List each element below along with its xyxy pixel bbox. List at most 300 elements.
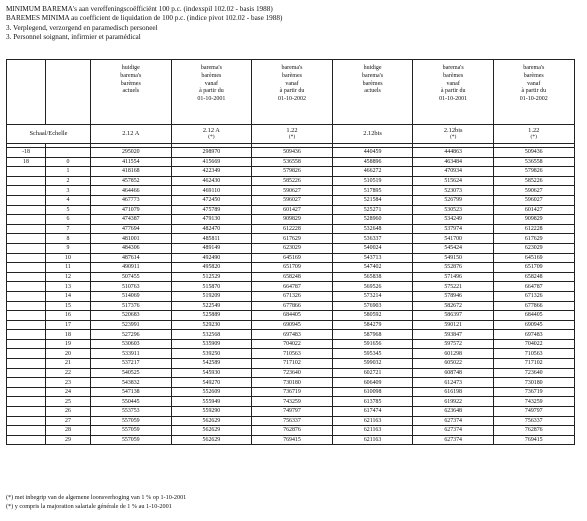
table-row <box>7 301 575 311</box>
column-header-line: barema's <box>523 65 545 71</box>
age-cell <box>7 426 46 436</box>
table-row <box>7 148 575 158</box>
salary-cell: 613785 <box>332 397 413 407</box>
salary-cell: 612228 <box>252 224 333 234</box>
salary-cell: 612228 <box>493 224 574 234</box>
salary-cell: 585226 <box>493 176 574 186</box>
age-cell <box>7 368 46 378</box>
salary-cell: 541700 <box>413 234 494 244</box>
salary-cell: 487614 <box>91 253 172 263</box>
salary-cell: 458896 <box>332 157 413 167</box>
salary-cell: 559290 <box>171 407 252 417</box>
seniority-cell: 24 <box>46 387 91 397</box>
age-cell <box>7 387 46 397</box>
salary-cell: 651709 <box>252 263 333 273</box>
salary-cell: 545424 <box>413 243 494 253</box>
table-row <box>7 195 575 205</box>
salary-cell: 492490 <box>171 253 252 263</box>
salary-cell: 555949 <box>171 397 252 407</box>
column-header <box>493 60 574 125</box>
column-header <box>171 60 252 125</box>
salary-cell: 623029 <box>493 243 574 253</box>
salary-cell: 543713 <box>332 253 413 263</box>
table-row <box>7 205 575 215</box>
column-header-line: actuels <box>122 88 140 95</box>
salary-cell: 507455 <box>91 272 172 282</box>
salary-cell: 617629 <box>493 234 574 244</box>
salary-cell: 608748 <box>413 368 494 378</box>
salary-cell: 457852 <box>91 176 172 186</box>
salary-cell: 523991 <box>91 320 172 330</box>
salary-cell: 590627 <box>252 186 333 196</box>
salary-cell: 547402 <box>332 263 413 273</box>
seniority-cell: 21 <box>46 359 91 369</box>
scale-row <box>7 125 575 144</box>
column-header <box>91 60 172 125</box>
salary-cell: 677866 <box>252 301 333 311</box>
salary-cell: 490911 <box>91 263 172 273</box>
table-row <box>7 320 575 330</box>
salary-cell: 519209 <box>171 291 252 301</box>
salary-cell: 590121 <box>413 320 494 330</box>
column-header-line: 01-10-2001 <box>197 96 226 103</box>
column-header-line: huidige <box>121 65 140 71</box>
title-french: BAREMES MINIMA au coefficient de liquidation de 100 p.c. (indice pivot 102.02 - base 1988) <box>6 14 283 23</box>
table-row <box>7 368 575 378</box>
table-row <box>7 397 575 407</box>
salary-cell: 596027 <box>493 195 574 205</box>
column-header-line: barema's <box>281 65 303 71</box>
salary-cell: 469110 <box>171 186 252 196</box>
table-row <box>7 215 575 225</box>
seniority-cell: 7 <box>46 224 91 234</box>
seniority-cell: 23 <box>46 378 91 388</box>
scale-cell: 2.12 A <box>91 125 172 144</box>
column-header-line: huidige <box>363 65 382 71</box>
seniority-cell: 28 <box>46 426 91 436</box>
salary-cell: 557059 <box>91 426 172 436</box>
age-cell <box>7 263 46 273</box>
salary-cell: 909829 <box>493 215 574 225</box>
salary-cell: 495820 <box>171 263 252 273</box>
salary-cell: 517376 <box>91 301 172 311</box>
salary-cell: 684405 <box>252 311 333 321</box>
salary-cell: 549150 <box>413 253 494 263</box>
age-cell <box>7 349 46 359</box>
salary-cell: 526799 <box>413 195 494 205</box>
seniority-cell: 2 <box>46 176 91 186</box>
age-cell <box>7 407 46 417</box>
table-row <box>7 426 575 436</box>
seniority-cell: 0 <box>46 157 91 167</box>
salary-cell: 477694 <box>91 224 172 234</box>
table-row <box>7 167 575 177</box>
salary-cell: 467773 <box>91 195 172 205</box>
salary-cell: 621163 <box>332 426 413 436</box>
salary-cell: 579826 <box>493 167 574 177</box>
table-row <box>7 349 575 359</box>
salary-cell: 658248 <box>493 272 574 282</box>
subtitle-french: 3. Personnel soignant, infirmier et paramédical <box>6 32 141 41</box>
salary-cell: 520683 <box>91 311 172 321</box>
subtitle-dutch: 3. Verplegend, verzorgend en paramedisch personeel <box>6 23 158 32</box>
salary-cell: 601298 <box>413 349 494 359</box>
salary-cell: 697483 <box>493 330 574 340</box>
column-header-line: 01-10-2002 <box>277 96 306 103</box>
salary-cell: 909829 <box>252 215 333 225</box>
footnote-french: (*) y compris la majoration salariale générale de 1 % au 1-10-2001 <box>6 503 172 511</box>
column-header <box>413 60 494 125</box>
scale-cell: 2.12 A (*) <box>171 125 252 144</box>
salary-cell: 627374 <box>413 426 494 436</box>
salary-cell: 525271 <box>332 205 413 215</box>
table-row <box>7 416 575 426</box>
column-header-line: actuels <box>364 88 381 95</box>
column-header-line: barema's <box>120 72 142 79</box>
salary-cell: 462430 <box>171 176 252 186</box>
salary-cell: 575221 <box>413 282 494 292</box>
seniority-cell: 19 <box>46 339 91 349</box>
table-row <box>7 243 575 253</box>
salary-cell: 697483 <box>252 330 333 340</box>
salary-cell: 552609 <box>171 387 252 397</box>
salary-cell: 550445 <box>91 397 172 407</box>
salary-cell: 710563 <box>493 349 574 359</box>
salary-cell: 463484 <box>413 157 494 167</box>
salary-cell: 621163 <box>332 416 413 426</box>
age-cell <box>7 205 46 215</box>
salary-cell: 627374 <box>413 416 494 426</box>
salary-cell: 749797 <box>493 407 574 417</box>
age-cell <box>7 253 46 263</box>
table-row <box>7 291 575 301</box>
salary-cell: 415669 <box>171 157 252 167</box>
seniority-cell <box>46 148 91 158</box>
salary-cell: 553753 <box>91 407 172 417</box>
salary-cell: 762876 <box>252 426 333 436</box>
salary-cell: 444863 <box>413 148 494 158</box>
salary-cell: 485811 <box>171 234 252 244</box>
scale-cell: 2.12bis <box>332 125 413 144</box>
salary-cell: 730180 <box>493 378 574 388</box>
age-cell <box>7 359 46 369</box>
salary-cell: 440459 <box>332 148 413 158</box>
scale-cell: 2.12bis (*) <box>413 125 494 144</box>
salary-cell: 542589 <box>171 359 252 369</box>
age-cell <box>7 378 46 388</box>
salary-cell: 580592 <box>332 311 413 321</box>
seniority-cell: 14 <box>46 291 91 301</box>
footnotes <box>6 493 186 512</box>
salary-cell: 730180 <box>252 378 333 388</box>
salary-cell: 530523 <box>413 205 494 215</box>
column-header <box>252 60 333 125</box>
column-header-line: barema's <box>362 72 384 79</box>
salary-cell: 623648 <box>413 407 494 417</box>
salary-cell: 557059 <box>91 416 172 426</box>
salary-cell: 595345 <box>332 349 413 359</box>
column-header-line: barèmes <box>120 80 141 87</box>
age-cell: -18 <box>7 148 46 158</box>
salary-cell: 537974 <box>413 224 494 234</box>
table-row <box>7 407 575 417</box>
salary-cell: 464466 <box>91 186 172 196</box>
salary-cell: 298970 <box>171 148 252 158</box>
salary-cell: 522549 <box>171 301 252 311</box>
column-header-line: à partir du <box>279 88 305 95</box>
age-cell <box>7 339 46 349</box>
age-cell <box>7 435 46 445</box>
salary-cell: 562629 <box>171 426 252 436</box>
salary-cell: 411554 <box>91 157 172 167</box>
column-header-line: barèmes <box>523 72 544 79</box>
age-cell <box>7 167 46 177</box>
salary-cell: 509436 <box>493 148 574 158</box>
salary-cell: 645169 <box>493 253 574 263</box>
seniority-cell: 17 <box>46 320 91 330</box>
table-row <box>7 330 575 340</box>
table-row <box>7 176 575 186</box>
table-row <box>7 387 575 397</box>
seniority-cell: 26 <box>46 407 91 417</box>
salary-cell: 756337 <box>252 416 333 426</box>
column-header-line: à partir du <box>521 88 547 95</box>
seniority-cell: 6 <box>46 215 91 225</box>
table-row <box>7 435 575 445</box>
salary-cell: 616198 <box>413 387 494 397</box>
seniority-cell: 13 <box>46 282 91 292</box>
salary-cell: 664787 <box>252 282 333 292</box>
salary-cell: 584279 <box>332 320 413 330</box>
column-header-line: vanaf <box>204 80 219 87</box>
column-header-line: vanaf <box>285 80 299 87</box>
footnote-dutch: (*) met inbegrip van de algemene loonsverhoging van 1 % op 1-10-2001 <box>6 494 187 501</box>
scale-label: Schaal/Echelle <box>7 125 91 144</box>
salary-cell: 514069 <box>91 291 172 301</box>
salary-cell: 587968 <box>332 330 413 340</box>
salary-cell: 704022 <box>252 339 333 349</box>
seniority-cell: 29 <box>46 435 91 445</box>
salary-cell: 651709 <box>493 263 574 273</box>
seniority-cell: 25 <box>46 397 91 407</box>
salary-cell: 690945 <box>493 320 574 330</box>
salary-cell: 515624 <box>413 176 494 186</box>
column-header-line: barèmes <box>201 72 222 79</box>
column-header-line: à partir du <box>440 88 466 95</box>
column-header-line: 01-10-2001 <box>439 96 468 103</box>
seniority-cell: 8 <box>46 234 91 244</box>
table-row <box>7 263 575 273</box>
salary-cell: 602721 <box>332 368 413 378</box>
salary-cell: 562629 <box>171 416 252 426</box>
seniority-cell: 9 <box>46 243 91 253</box>
seniority-cell: 5 <box>46 205 91 215</box>
salary-cell: 690945 <box>252 320 333 330</box>
column-header <box>332 60 413 125</box>
table-row <box>7 186 575 196</box>
salary-cell: 540525 <box>91 368 172 378</box>
salary-cell: 762876 <box>493 426 574 436</box>
age-cell <box>7 186 46 196</box>
salary-cell: 484306 <box>91 243 172 253</box>
salary-scale-table <box>6 59 575 445</box>
seniority-cell: 18 <box>46 330 91 340</box>
salary-cell: 617474 <box>332 407 413 417</box>
salary-cell: 736719 <box>493 387 574 397</box>
age-cell <box>7 234 46 244</box>
salary-cell: 617629 <box>252 234 333 244</box>
column-header-line: barema's <box>200 65 222 71</box>
salary-cell: 489149 <box>171 243 252 253</box>
salary-cell: 645169 <box>252 253 333 263</box>
table-row <box>7 224 575 234</box>
age-cell <box>7 320 46 330</box>
column-header-line: barèmes <box>281 72 302 79</box>
salary-cell: 569526 <box>332 282 413 292</box>
seniority-cell: 20 <box>46 349 91 359</box>
salary-cell: 530603 <box>91 339 172 349</box>
table-row <box>7 272 575 282</box>
salary-cell: 552876 <box>413 263 494 273</box>
table-row <box>7 339 575 349</box>
column-header-line: vanaf <box>446 80 460 87</box>
salary-cell: 472450 <box>171 195 252 205</box>
salary-cell: 509436 <box>252 148 333 158</box>
salary-cell: 743259 <box>493 397 574 407</box>
salary-cell: 623029 <box>252 243 333 253</box>
age-cell <box>7 311 46 321</box>
salary-cell: 576903 <box>332 301 413 311</box>
table-row <box>7 253 575 263</box>
salary-cell: 549270 <box>171 378 252 388</box>
salary-cell: 743259 <box>252 397 333 407</box>
salary-cell: 474387 <box>91 215 172 225</box>
salary-cell: 521584 <box>332 195 413 205</box>
salary-cell: 684405 <box>493 311 574 321</box>
column-header-line: barèmes <box>362 80 383 87</box>
salary-cell: 769415 <box>252 435 333 445</box>
age-cell <box>7 215 46 225</box>
salary-cell: 422349 <box>171 167 252 177</box>
salary-cell: 536558 <box>493 157 574 167</box>
salary-cell: 536558 <box>252 157 333 167</box>
seniority-cell: 12 <box>46 272 91 282</box>
salary-cell: 571496 <box>413 272 494 282</box>
salary-cell: 658248 <box>252 272 333 282</box>
salary-cell: 717102 <box>493 359 574 369</box>
salary-cell: 562629 <box>171 435 252 445</box>
salary-cell: 749797 <box>252 407 333 417</box>
salary-cell: 723640 <box>252 368 333 378</box>
salary-cell: 540024 <box>332 243 413 253</box>
seniority-cell: 11 <box>46 263 91 273</box>
age-cell <box>7 243 46 253</box>
seniority-cell: 15 <box>46 301 91 311</box>
salary-cell: 466272 <box>332 167 413 177</box>
age-cell <box>7 291 46 301</box>
salary-cell: 591656 <box>332 339 413 349</box>
column-header-line: barèmes <box>443 72 464 79</box>
salary-cell: 578946 <box>413 291 494 301</box>
salary-cell: 539250 <box>171 349 252 359</box>
salary-cell: 536337 <box>332 234 413 244</box>
table-row <box>7 359 575 369</box>
header-empty-cell <box>7 60 46 125</box>
salary-cell: 579826 <box>252 167 333 177</box>
age-cell <box>7 330 46 340</box>
seniority-cell: 27 <box>46 416 91 426</box>
salary-cell: 475789 <box>171 205 252 215</box>
salary-cell: 619922 <box>413 397 494 407</box>
age-cell <box>7 301 46 311</box>
salary-cell: 512529 <box>171 272 252 282</box>
salary-cell: 671326 <box>252 291 333 301</box>
salary-cell: 528960 <box>332 215 413 225</box>
age-cell <box>7 224 46 234</box>
salary-cell: 527296 <box>91 330 172 340</box>
salary-cell: 573214 <box>332 291 413 301</box>
table-row <box>7 234 575 244</box>
salary-cell: 565838 <box>332 272 413 282</box>
salary-cell: 606409 <box>332 378 413 388</box>
salary-cell: 599032 <box>332 359 413 369</box>
salary-cell: 671326 <box>493 291 574 301</box>
salary-cell: 582672 <box>413 301 494 311</box>
age-cell <box>7 195 46 205</box>
salary-cell: 510519 <box>332 176 413 186</box>
salary-cell: 537217 <box>91 359 172 369</box>
salary-cell: 543832 <box>91 378 172 388</box>
salary-cell: 557059 <box>91 435 172 445</box>
salary-cell: 510763 <box>91 282 172 292</box>
salary-cell: 529230 <box>171 320 252 330</box>
age-cell <box>7 176 46 186</box>
salary-cell: 756337 <box>493 416 574 426</box>
salary-cell: 481001 <box>91 234 172 244</box>
salary-cell: 769415 <box>493 435 574 445</box>
seniority-cell: 22 <box>46 368 91 378</box>
age-cell <box>7 282 46 292</box>
table-row <box>7 311 575 321</box>
table-row <box>7 282 575 292</box>
age-cell <box>7 397 46 407</box>
salary-cell: 585226 <box>252 176 333 186</box>
salary-cell: 525889 <box>171 311 252 321</box>
salary-cell: 704022 <box>493 339 574 349</box>
header-empty-cell <box>46 60 91 125</box>
salary-cell: 597572 <box>413 339 494 349</box>
salary-cell: 612473 <box>413 378 494 388</box>
seniority-cell: 16 <box>46 311 91 321</box>
salary-cell: 517895 <box>332 186 413 196</box>
salary-cell: 534249 <box>413 215 494 225</box>
document-header <box>6 5 282 42</box>
salary-cell: 601427 <box>493 205 574 215</box>
salary-cell: 590627 <box>493 186 574 196</box>
salary-cell: 601427 <box>252 205 333 215</box>
salary-cell: 610098 <box>332 387 413 397</box>
salary-cell: 295020 <box>91 148 172 158</box>
salary-cell: 535909 <box>171 339 252 349</box>
salary-cell: 470934 <box>413 167 494 177</box>
column-header-line: barema's <box>442 65 464 71</box>
salary-cell: 545930 <box>171 368 252 378</box>
seniority-cell: 3 <box>46 186 91 196</box>
salary-cell: 515870 <box>171 282 252 292</box>
title-dutch: MINIMUM BAREMA's aan vereffeningscoëfficiënt 100 p.c. (indexspil 102.02 - basis 1988) <box>6 5 273 13</box>
age-cell: 18 <box>7 157 46 167</box>
seniority-cell: 4 <box>46 195 91 205</box>
